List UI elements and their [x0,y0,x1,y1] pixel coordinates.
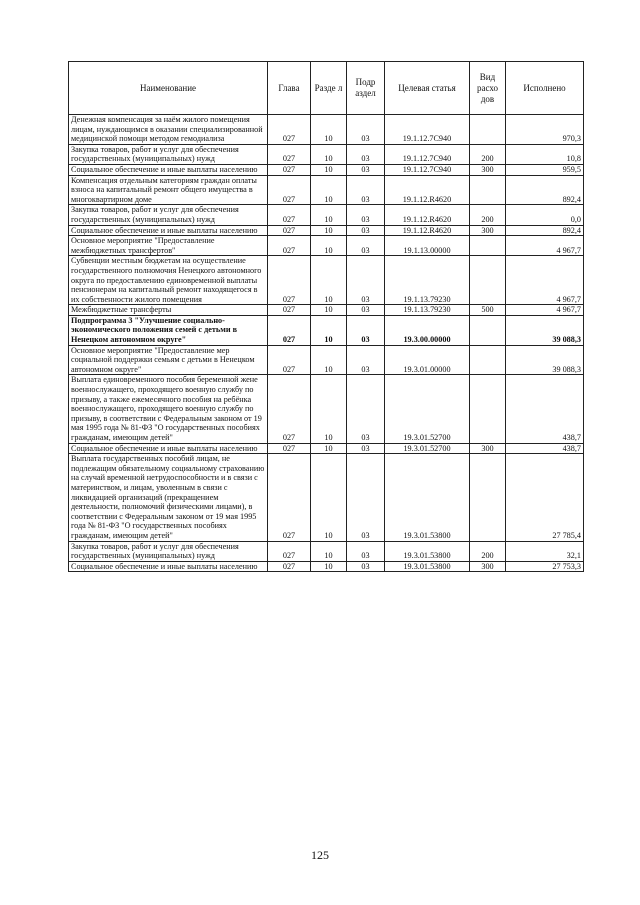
row-target: 19.1.12.7С940 [385,115,470,145]
row-subsection: 03 [347,256,385,305]
row-expense-type [470,236,506,256]
row-expense-type: 200 [470,541,506,561]
row-amount: 0,0 [506,205,584,225]
row-target: 19.3.01.52700 [385,443,470,454]
row-subsection: 03 [347,315,385,345]
row-subsection: 03 [347,205,385,225]
row-expense-type [470,375,506,443]
row-amount: 4 967,7 [506,236,584,256]
row-expense-type [470,175,506,205]
row-subsection: 03 [347,375,385,443]
row-amount: 27 785,4 [506,454,584,541]
header-executed: Исполнено [506,62,584,115]
table-row [69,315,584,345]
header-section: Разде л [311,62,347,115]
row-name: Денежная компенсация за наём жилого помещения лицам, нуждающимся в оказании специализированной медицинской помощи методом гемодиализа [69,115,268,145]
row-section: 10 [311,315,347,345]
row-target: 19.1.13.79230 [385,256,470,305]
table-row [69,164,584,175]
row-name: Социальное обеспечение и иные выплаты населению [69,443,268,454]
table-row [69,305,584,316]
row-amount: 27 753,3 [506,561,584,572]
row-section: 10 [311,175,347,205]
row-section: 10 [311,443,347,454]
row-chapter: 027 [268,315,311,345]
row-section: 10 [311,144,347,164]
row-chapter: 027 [268,236,311,256]
row-name: Выплата государственных пособий лицам, не подлежащим обязательному социальному страхованию на случай временной нетрудоспособности и в связи с материнством, и лицам, уволенным в связи с ликвидацией организаций (прекращением деятельности, полномочий физическими лицами), в соответствии с Федеральным законом от 19 мая 1995 года № 81-ФЗ "О государственных пособиях гражданам, имеющим детей" [69,454,268,541]
row-target: 19.1.12.7С940 [385,144,470,164]
row-amount: 32,1 [506,541,584,561]
row-subsection: 03 [347,175,385,205]
row-target: 19.1.13.00000 [385,236,470,256]
row-name: Закупка товаров, работ и услуг для обеспечения государственных (муниципальных) нужд [69,205,268,225]
row-chapter: 027 [268,164,311,175]
row-name: Социальное обеспечение и иные выплаты населению [69,225,268,236]
table-header-row [69,62,584,115]
row-amount: 39 088,3 [506,345,584,375]
row-target: 19.3.00.00000 [385,315,470,345]
row-chapter: 027 [268,256,311,305]
row-name: Выплата единовременного пособия беременной жене военнослужащего, проходящего военную службу по призыву, а также ежемесячного пособия на ребёнка военнослужащего, проходящего военную службу по призыву, в соответствии с Федеральным законом от 19 мая 1995 года № 81-ФЗ "О государственных пособиях гражданам, имеющим детей" [69,375,268,443]
row-expense-type [470,115,506,145]
row-target: 19.1.12.R4620 [385,175,470,205]
row-subsection: 03 [347,305,385,316]
row-section: 10 [311,454,347,541]
page-number: 125 [311,848,329,862]
row-section: 10 [311,541,347,561]
row-chapter: 027 [268,561,311,572]
row-expense-type: 300 [470,164,506,175]
budget-table [68,61,584,572]
row-target: 19.3.01.52700 [385,375,470,443]
row-chapter: 027 [268,443,311,454]
row-chapter: 027 [268,205,311,225]
row-expense-type: 300 [470,561,506,572]
row-amount: 438,7 [506,443,584,454]
row-amount: 970,3 [506,115,584,145]
row-chapter: 027 [268,454,311,541]
row-subsection: 03 [347,345,385,375]
row-chapter: 027 [268,541,311,561]
row-target: 19.3.01.00000 [385,345,470,375]
row-expense-type [470,256,506,305]
table-row [69,454,584,541]
row-expense-type: 200 [470,144,506,164]
row-chapter: 027 [268,375,311,443]
row-section: 10 [311,225,347,236]
row-subsection: 03 [347,164,385,175]
row-target: 19.3.01.53800 [385,541,470,561]
row-subsection: 03 [347,236,385,256]
row-amount: 438,7 [506,375,584,443]
row-name: Основное мероприятие "Предоставление мер социальной поддержки семьям с детьми в Ненецком автономном округе" [69,345,268,375]
row-subsection: 03 [347,561,385,572]
table-row [69,541,584,561]
row-subsection: 03 [347,144,385,164]
row-chapter: 027 [268,305,311,316]
row-subsection: 03 [347,454,385,541]
header-expense-type: Вид расхо дов [470,62,506,115]
row-amount: 892,4 [506,225,584,236]
row-amount: 39 088,3 [506,315,584,345]
row-amount: 959,5 [506,164,584,175]
row-expense-type [470,315,506,345]
row-subsection: 03 [347,225,385,236]
table-row [69,345,584,375]
row-chapter: 027 [268,144,311,164]
row-section: 10 [311,561,347,572]
row-chapter: 027 [268,345,311,375]
row-name: Закупка товаров, работ и услуг для обеспечения государственных (муниципальных) нужд [69,541,268,561]
row-target: 19.1.12.R4620 [385,205,470,225]
row-expense-type: 200 [470,205,506,225]
table-row [69,205,584,225]
row-chapter: 027 [268,115,311,145]
table-body [69,115,584,572]
row-amount: 10,8 [506,144,584,164]
row-subsection: 03 [347,443,385,454]
row-target: 19.3.01.53800 [385,561,470,572]
row-target: 19.1.12.R4620 [385,225,470,236]
row-name: Субвенции местным бюджетам на осуществление государственного полномочия Ненецкого автономного округа по предоставлению единовременной выплаты пенсионерам на капитальный ремонт находящегося в их собственности жилого помещения [69,256,268,305]
row-amount: 4 967,7 [506,256,584,305]
row-name: Основное мероприятие "Предоставление межбюджетных трансфертов" [69,236,268,256]
row-section: 10 [311,205,347,225]
row-name: Межбюджетные трансферты [69,305,268,316]
row-name: Компенсация отдельным категориям граждан оплаты взноса на капитальный ремонт общего имущества в многоквартирном доме [69,175,268,205]
header-subsection: Подр аздел [347,62,385,115]
table-row [69,225,584,236]
header-chapter: Глава [268,62,311,115]
row-expense-type: 300 [470,443,506,454]
row-expense-type [470,345,506,375]
table-row [69,175,584,205]
row-expense-type [470,454,506,541]
row-expense-type: 300 [470,225,506,236]
row-section: 10 [311,305,347,316]
table-row [69,236,584,256]
row-amount: 4 967,7 [506,305,584,316]
row-chapter: 027 [268,175,311,205]
row-target: 19.3.01.53800 [385,454,470,541]
row-section: 10 [311,375,347,443]
table-row [69,561,584,572]
table-row [69,256,584,305]
table-row [69,443,584,454]
row-section: 10 [311,164,347,175]
row-subsection: 03 [347,541,385,561]
row-expense-type: 500 [470,305,506,316]
table-row [69,144,584,164]
row-subsection: 03 [347,115,385,145]
row-name: Социальное обеспечение и иные выплаты населению [69,561,268,572]
header-target: Целевая статья [385,62,470,115]
row-section: 10 [311,236,347,256]
row-target: 19.1.12.7С940 [385,164,470,175]
table-row [69,115,584,145]
header-name: Наименование [69,62,268,115]
row-amount: 892,4 [506,175,584,205]
table-row [69,375,584,443]
row-section: 10 [311,115,347,145]
row-chapter: 027 [268,225,311,236]
row-section: 10 [311,256,347,305]
row-name: Социальное обеспечение и иные выплаты населению [69,164,268,175]
row-name: Закупка товаров, работ и услуг для обеспечения государственных (муниципальных) нужд [69,144,268,164]
row-name: Подпрограмма 3 "Улучшение социально-экономического положения семей с детьми в Ненецком автономном округе" [69,315,268,345]
row-section: 10 [311,345,347,375]
row-target: 19.1.13.79230 [385,305,470,316]
